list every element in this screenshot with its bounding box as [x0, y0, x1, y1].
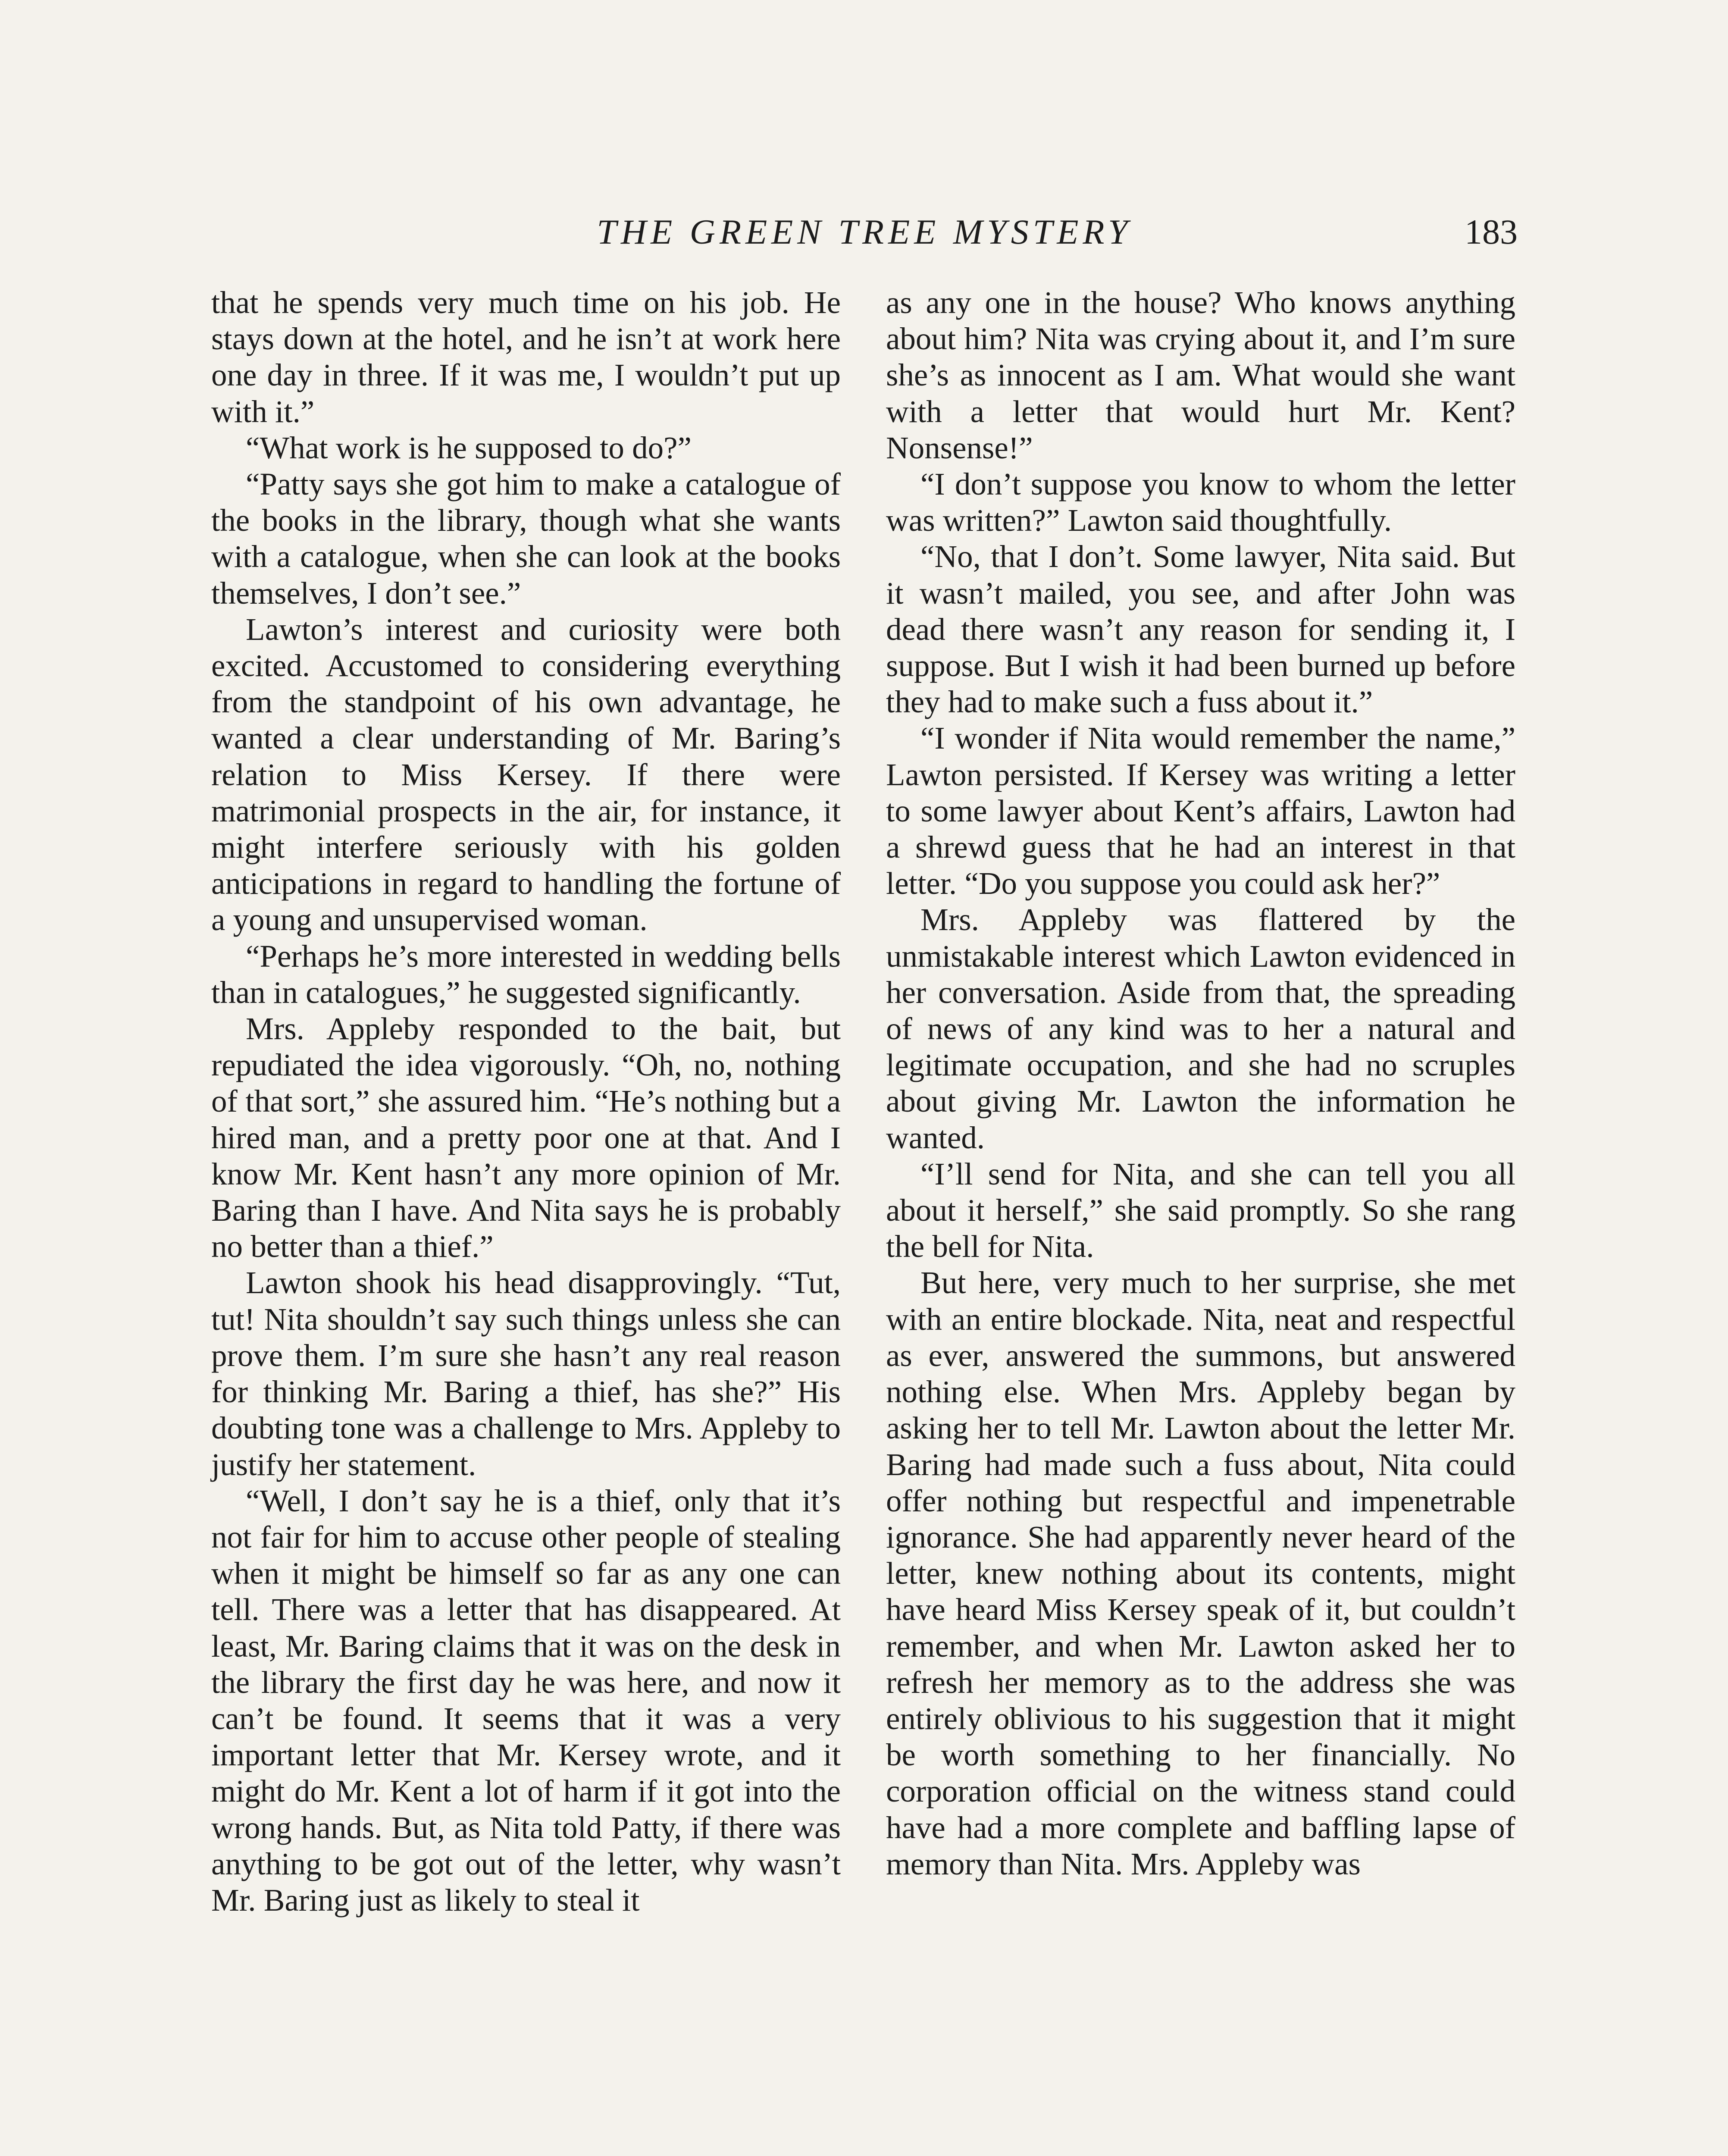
paragraph: “I wonder if Nita would remember the name,” Lawton persisted. If Kersey was writing a letter to some lawyer about Kent’s affairs, Lawton had a shrewd guess that he had an interest in that letter. “Do you suppose you could ask her?” — [886, 721, 1515, 901]
paragraph: But here, very much to her surprise, she met with an entire blockade. Nita, neat and respectful as ever, answered the summons, but answered nothing else. When Mrs. Appleby began by asking her to tell Mr. Lawton about the letter Mr. Baring had made such a fuss about, Nita could offer nothing but respectful and impenetrable ignorance. She had apparently never heard of the letter, knew nothing about its contents, might have heard Miss Kersey speak of it, but couldn’t remember, and when Mr. Lawton asked her to refresh her memory as to the address she was entirely oblivious to his suggestion that it might be worth something to her financially. No corporation official on the witness stand could have had a more complete and baffling lapse of memory than Nita. Mrs. Appleby was — [886, 1265, 1515, 1881]
paragraph: “Perhaps he’s more interested in wedding bells than in catalogues,” he suggested significantly. — [211, 938, 841, 1010]
paragraph: Mrs. Appleby responded to the bait, but repudiated the idea vigorously. “Oh, no, nothing of that sort,” she assured him. “He’s nothing but a hired man, and a pretty poor one at that. And I know Mr. Kent hasn’t any more opinion of Mr. Baring than I have. And Nita says he is probably no better than a thief.” — [211, 1011, 841, 1264]
paragraph: as any one in the house? Who knows anything about him? Nita was crying about it, and I’m sure she’s as innocent as I am. What would she want with a letter that would hurt Mr. Kent? Nonsense!” — [886, 285, 1515, 465]
paragraph: Lawton’s interest and curiosity were both excited. Accustomed to considering everything from the standpoint of his own advantage, he wanted a clear understanding of Mr. Baring’s relation to Miss Kersey. If there were matrimonial prospects in the air, for instance, it might interfere seriously with his golden anticipations in regard to handling the fortune of a young and unsupervised woman. — [211, 611, 841, 937]
paragraph: Lawton shook his head disapprovingly. “Tut, tut! Nita shouldn’t say such things unless she can prove them. I’m sure she hasn’t any real reason for thinking Mr. Baring a thief, has she?” His doubting tone was a challenge to Mrs. Appleby to justify her statement. — [211, 1265, 841, 1482]
left-column — [211, 285, 841, 1918]
right-column — [886, 285, 1515, 1882]
page-number: 183 — [1465, 212, 1518, 251]
paragraph: “I don’t suppose you know to whom the letter was written?” Lawton said thoughtfully. — [886, 467, 1515, 538]
paragraph: “Patty says she got him to make a catalogue of the books in the library, though what she wants with a catalogue, when she can look at the books themselves, I don’t see.” — [211, 467, 841, 611]
paragraph: “I’ll send for Nita, and she can tell you all about it herself,” she said promptly. So she rang the bell for Nita. — [886, 1156, 1515, 1264]
paragraph: Mrs. Appleby was flattered by the unmistakable interest which Lawton evidenced in her conversation. Aside from that, the spreading of news of any kind was to her a natural and legitimate occupation, and she had no scruples about giving Mr. Lawton the information he wanted. — [886, 902, 1515, 1155]
paragraph: “No, that I don’t. Some lawyer, Nita said. But it wasn’t mailed, you see, and after John was dead there wasn’t any reason for sending it, I suppose. But I wish it had been burned up before they had to make such a fuss about it.” — [886, 539, 1515, 720]
paragraph: “Well, I don’t say he is a thief, only that it’s not fair for him to accuse other people of stealing when it might be himself so far as any one can tell. There was a letter that has disappeared. At least, Mr. Baring claims that it was on the desk in the library the first day he was here, and now it can’t be found. It seems that it was a very important letter that Mr. Kersey wrote, and it might do Mr. Kent a lot of harm if it got into the wrong hands. But, as Nita told Patty, if there was anything to be got out of the letter, why wasn’t Mr. Baring just as likely to steal it — [211, 1483, 841, 1918]
paragraph: that he spends very much time on his job. He stays down at the hotel, and he isn’t at work here one day in three. If it was me, I wouldn’t put up with it.” — [211, 285, 841, 429]
running-title: THE GREEN TREE MYSTERY — [597, 212, 1132, 251]
paragraph: “What work is he supposed to do?” — [246, 430, 692, 465]
running-head — [211, 206, 1518, 258]
